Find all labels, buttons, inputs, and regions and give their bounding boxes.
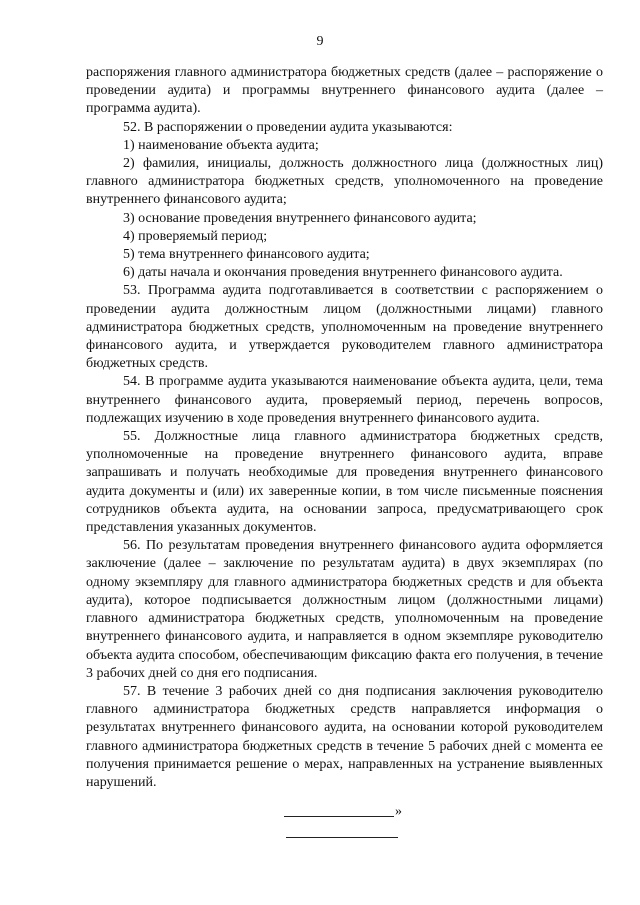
list-item-5: 5) тема внутреннего финансового аудита; xyxy=(123,247,370,263)
end-divider xyxy=(286,837,398,838)
page-number: 9 xyxy=(316,34,324,49)
paragraph-56: 56. По результатам проведения внутреннего финансового аудита оформляется заключение (далее – заключение по результатам аудита) в двух экземплярах (по одному экземпляру для главного администратора бюджетных средств и для объекта аудита), которое подписывается должностным лицом (должностными лицами) главного администратора бюджетных средств, уполномоченным на проведение внутреннего финансового аудита, и направляется в одном экземпляре руководителю объекта аудита способом, обеспечивающим фиксацию факта его получения, в течение 3 рабочих дней со дня его подписания. xyxy=(86,538,603,681)
list-item-1: 1) наименование объекта аудита; xyxy=(123,137,319,153)
list-item-4: 4) проверяемый период; xyxy=(123,228,268,244)
paragraph-55: 55. Должностные лица главного администратора бюджетных средств, уполномоченные на проведение внутреннего финансового аудита, вправе запрашивать и получать необходимые для проведения внутреннего финансового аудита документы и (или) их заверенные копии, в том числе письменные пояснения сотрудников объекта аудита, на основании запроса, предусматривающего срок представления указанных документов. xyxy=(86,429,603,536)
paragraph-57: 57. В течение 3 рабочих дней со дня подписания заключения руководителю главного администратора бюджетных средств направляется информация о результатах внутреннего финансового аудита, на основании которой руководителем главного администратора бюджетных средств в течение 5 рабочих дней с момента ее получения принимается решение о мерах, направленных на устранение выявленных нарушений. xyxy=(86,683,603,790)
paragraph-54: 54. В программе аудита указываются наименование объекта аудита, цели, тема внутреннего финансового аудита, проверяемый период, перечень вопросов, подлежащих изучению в ходе проведения внутреннего финансового аудита. xyxy=(86,374,603,426)
closing-underline xyxy=(284,816,394,817)
paragraph-53: 53. Программа аудита подготавливается в соответствии с распоряжением о проведении аудита должностным лицом (должностными лицами) главного администратора бюджетных средств, уполномоченным на проведение внутреннего финансового аудита, и утверждается руководителем главного администратора бюджетных средств. xyxy=(86,283,603,372)
closing-quote: » xyxy=(395,804,402,819)
paragraph-52: 52. В распоряжении о проведении аудита указываются: xyxy=(123,119,453,135)
document-body xyxy=(86,64,603,792)
list-item-2: 2) фамилия, инициалы, должность должностного лица (должностных лиц) главного администратора бюджетных средств, уполномоченного на проведение внутреннего финансового аудита; xyxy=(86,156,603,208)
list-item-3: 3) основание проведения внутреннего финансового аудита; xyxy=(123,210,477,226)
closing-mark xyxy=(280,803,410,825)
paragraph-continuation: распоряжения главного администратора бюджетных средств (далее – распоряжение о проведении аудита) и программы внутреннего финансового аудита (далее – программа аудита). xyxy=(86,65,603,117)
list-item-6: 6) даты начала и окончания проведения внутреннего финансового аудита. xyxy=(123,265,563,281)
